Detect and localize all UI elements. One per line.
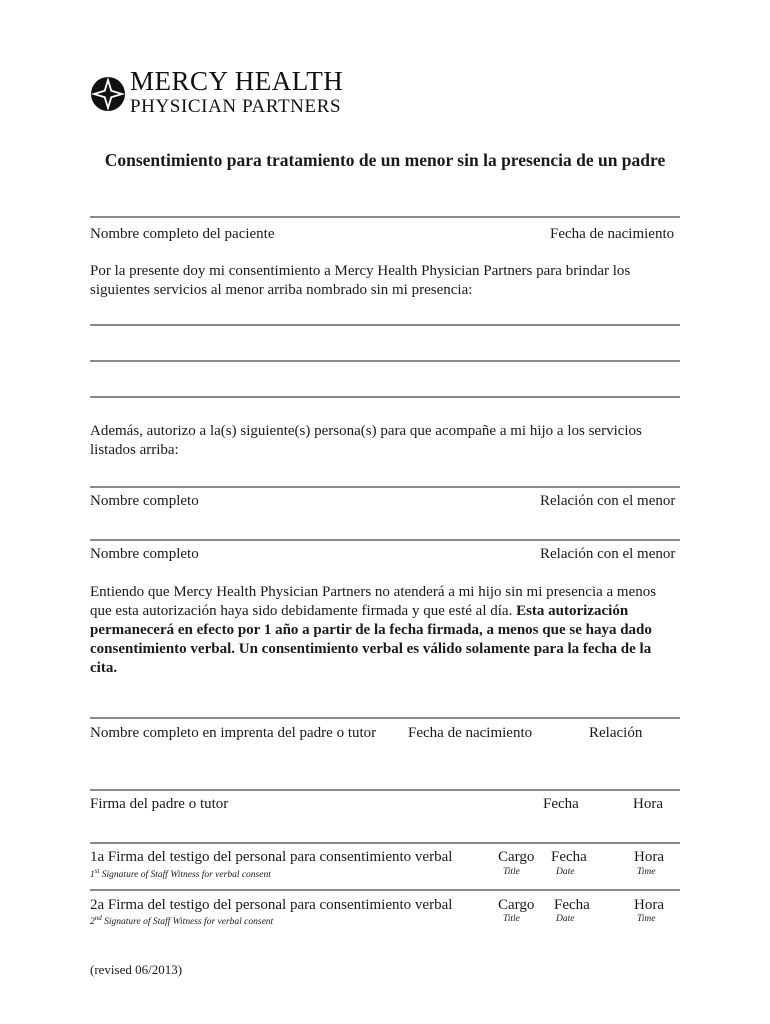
logo <box>88 66 358 126</box>
witness-1-field[interactable] <box>90 818 680 842</box>
page-title: Consentimiento para tratamiento de un menor sin la presencia de un padre <box>104 150 666 170</box>
patient-dob-label: Fecha de nacimiento <box>550 226 675 242</box>
witness-1-time-sublabel: Time <box>637 867 656 877</box>
signature-date-label: Fecha <box>543 796 579 812</box>
consent-paragraph: Por la presente doy mi consentimiento a Mercy Health Physician Partners para brindar los siguientes servicios al menor arriba nombrado sin mi presencia: <box>90 263 631 298</box>
services-line-1 <box>90 324 680 326</box>
companion-2-name-label: Nombre completo <box>90 546 199 562</box>
logo-line-2: PHYSICIAN PARTNERS <box>130 96 342 117</box>
witness-2-date-sublabel: Date <box>556 914 575 924</box>
witness-2-hora-label: Hora <box>634 897 664 913</box>
companion-2-field[interactable] <box>90 515 680 539</box>
signature-line <box>90 789 680 791</box>
witness-2-sublabel: 2nd Signature of Staff Witness for verbal consent <box>90 914 274 928</box>
witness-1-fecha-label: Fecha <box>551 849 587 865</box>
patient-name-field[interactable] <box>90 190 680 216</box>
witness-2-line <box>90 889 680 891</box>
services-field-1[interactable] <box>90 300 680 324</box>
guardian-line <box>90 717 680 719</box>
additional-authorization-paragraph: Además, autorizo a la(s) siguiente(s) persona(s) para que acompañe a mi hijo a los servicios listados arriba: <box>90 423 642 458</box>
witness-2-title-sublabel: Title <box>503 914 520 924</box>
patient-name-label: Nombre completo del paciente <box>90 226 275 242</box>
witness-1-line <box>90 842 680 844</box>
companion-1-relation-label: Relación con el menor <box>540 493 676 509</box>
cross-star-icon <box>88 74 128 114</box>
understanding-text: Entiendo que Mercy Health Physician Partners no atenderá a mi hijo sin mi presencia a menos que esta autorización haya sido debidamente firmada y que esté al día. <box>90 584 657 619</box>
logo-line-1: MERCY HEALTH <box>130 66 344 96</box>
services-line-2 <box>90 360 680 362</box>
witness-2-cargo-label: Cargo <box>498 897 535 913</box>
services-line-3 <box>90 396 680 398</box>
witness-1-title-sublabel: Title <box>503 867 520 877</box>
witness-1-sublabel: 1st Signature of Staff Witness for verbal consent <box>90 867 271 881</box>
companion-1-line <box>90 486 680 488</box>
guardian-dob-label: Fecha de nacimiento <box>408 725 533 741</box>
witness-1-label: 1a Firma del testigo del personal para consentimiento verbal <box>90 849 453 865</box>
guardian-name-label: Nombre completo en imprenta del padre o tutor <box>90 725 377 741</box>
witness-1-date-sublabel: Date <box>556 867 575 877</box>
witness-2-time-sublabel: Time <box>637 914 656 924</box>
services-field-3[interactable] <box>90 372 680 396</box>
signature-label: Firma del padre o tutor <box>90 796 229 812</box>
companion-1-name-label: Nombre completo <box>90 493 199 509</box>
guardian-relation-label: Relación <box>589 725 643 741</box>
witness-2-label: 2a Firma del testigo del personal para consentimiento verbal <box>90 897 453 913</box>
witness-1-hora-label: Hora <box>634 849 664 865</box>
witness-2-fecha-label: Fecha <box>554 897 590 913</box>
signature-field[interactable] <box>90 762 680 789</box>
revision-footer: (revised 06/2013) <box>90 962 183 977</box>
witness-2-field[interactable] <box>90 876 680 889</box>
witness-1-cargo-label: Cargo <box>498 849 535 865</box>
guardian-field[interactable] <box>90 690 680 717</box>
companion-1-field[interactable] <box>90 462 680 486</box>
signature-time-label: Hora <box>633 796 663 812</box>
understanding-paragraph <box>90 583 680 678</box>
patient-name-line <box>90 216 680 218</box>
services-field-2[interactable] <box>90 336 680 360</box>
companion-2-relation-label: Relación con el menor <box>540 546 676 562</box>
understanding-bold-text: Esta autorización permanecerá en efecto por 1 año a partir de la fecha firmada, a menos que se haya dado consentimiento verbal. Un consentimiento verbal es válido solamente para la fecha de la cita. <box>90 603 652 676</box>
companion-2-line <box>90 539 680 541</box>
